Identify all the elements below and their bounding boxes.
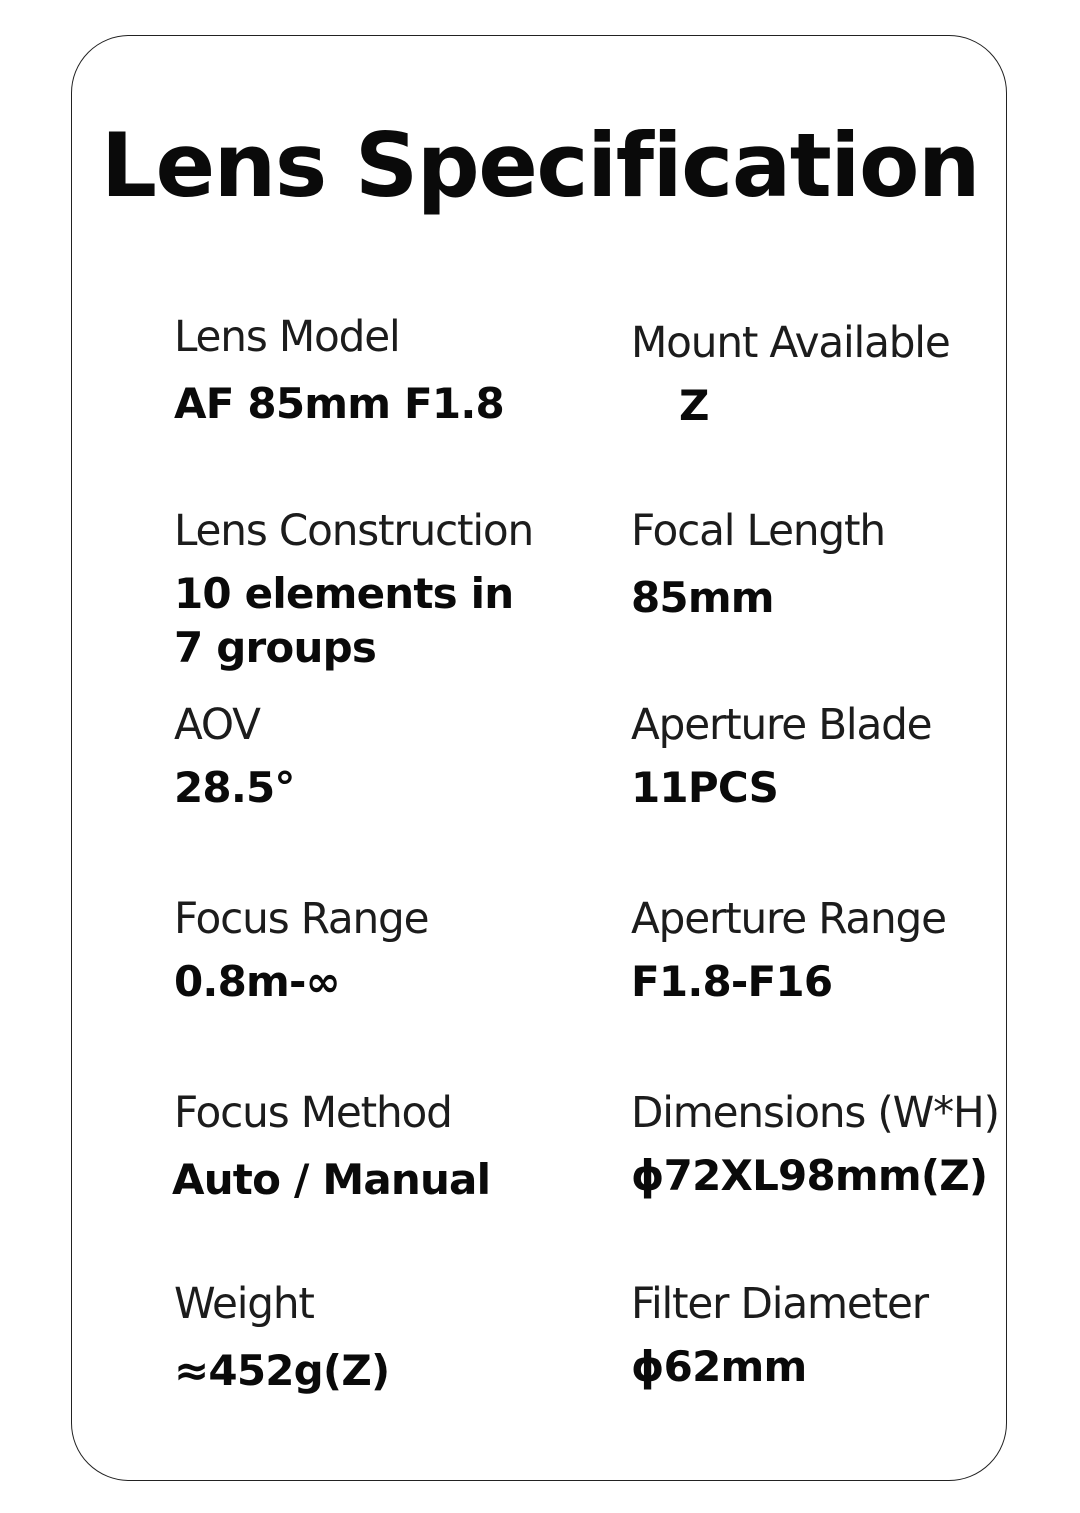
spec-value: 10 elements in 7 groups: [174, 569, 514, 672]
spec-value: 28.5°: [174, 763, 295, 812]
spec-value: 0.8m-∞: [174, 957, 340, 1006]
spec-label: Focus Range: [174, 894, 429, 944]
spec-value: Auto / Manual: [172, 1155, 491, 1204]
spec-weight: [174, 1279, 614, 1398]
spec-lens-construction: [174, 506, 614, 675]
spec-label: Lens Construction: [174, 506, 534, 556]
spec-label: Aperture Range: [631, 894, 946, 944]
spec-value: 85mm: [631, 573, 774, 622]
spec-dimensions: [631, 1088, 1071, 1203]
page-title: Lens Specification: [100, 114, 980, 217]
spec-label: Mount Available: [631, 318, 950, 368]
spec-mount-available: [631, 318, 1071, 433]
spec-value: Z: [679, 381, 709, 430]
spec-filter-diameter: [631, 1279, 1071, 1394]
spec-value: ≈452g(Z): [174, 1346, 390, 1395]
spec-label: Focal Length: [631, 506, 885, 556]
spec-aov: [174, 700, 614, 815]
spec-value: 11PCS: [631, 763, 779, 812]
spec-value: ϕ72XL98mm(Z): [631, 1151, 988, 1200]
spec-label: Aperture Blade: [631, 700, 932, 750]
spec-label: AOV: [174, 700, 260, 750]
spec-label: Weight: [174, 1279, 314, 1329]
spec-label: Filter Diameter: [631, 1279, 928, 1329]
spec-value: F1.8-F16: [631, 957, 833, 1006]
spec-value: AF 85mm F1.8: [174, 379, 504, 428]
spec-aperture-blade: [631, 700, 1071, 815]
spec-label: Lens Model: [174, 312, 400, 362]
spec-value: ϕ62mm: [631, 1342, 807, 1391]
spec-label: Focus Method: [174, 1088, 452, 1138]
spec-lens-model: [174, 312, 614, 431]
spec-focus-range: [174, 894, 614, 1009]
spec-aperture-range: [631, 894, 1071, 1009]
spec-focus-method: [172, 1088, 614, 1207]
spec-focal-length: [631, 506, 1071, 625]
spec-label: Dimensions (W*H): [631, 1088, 999, 1138]
